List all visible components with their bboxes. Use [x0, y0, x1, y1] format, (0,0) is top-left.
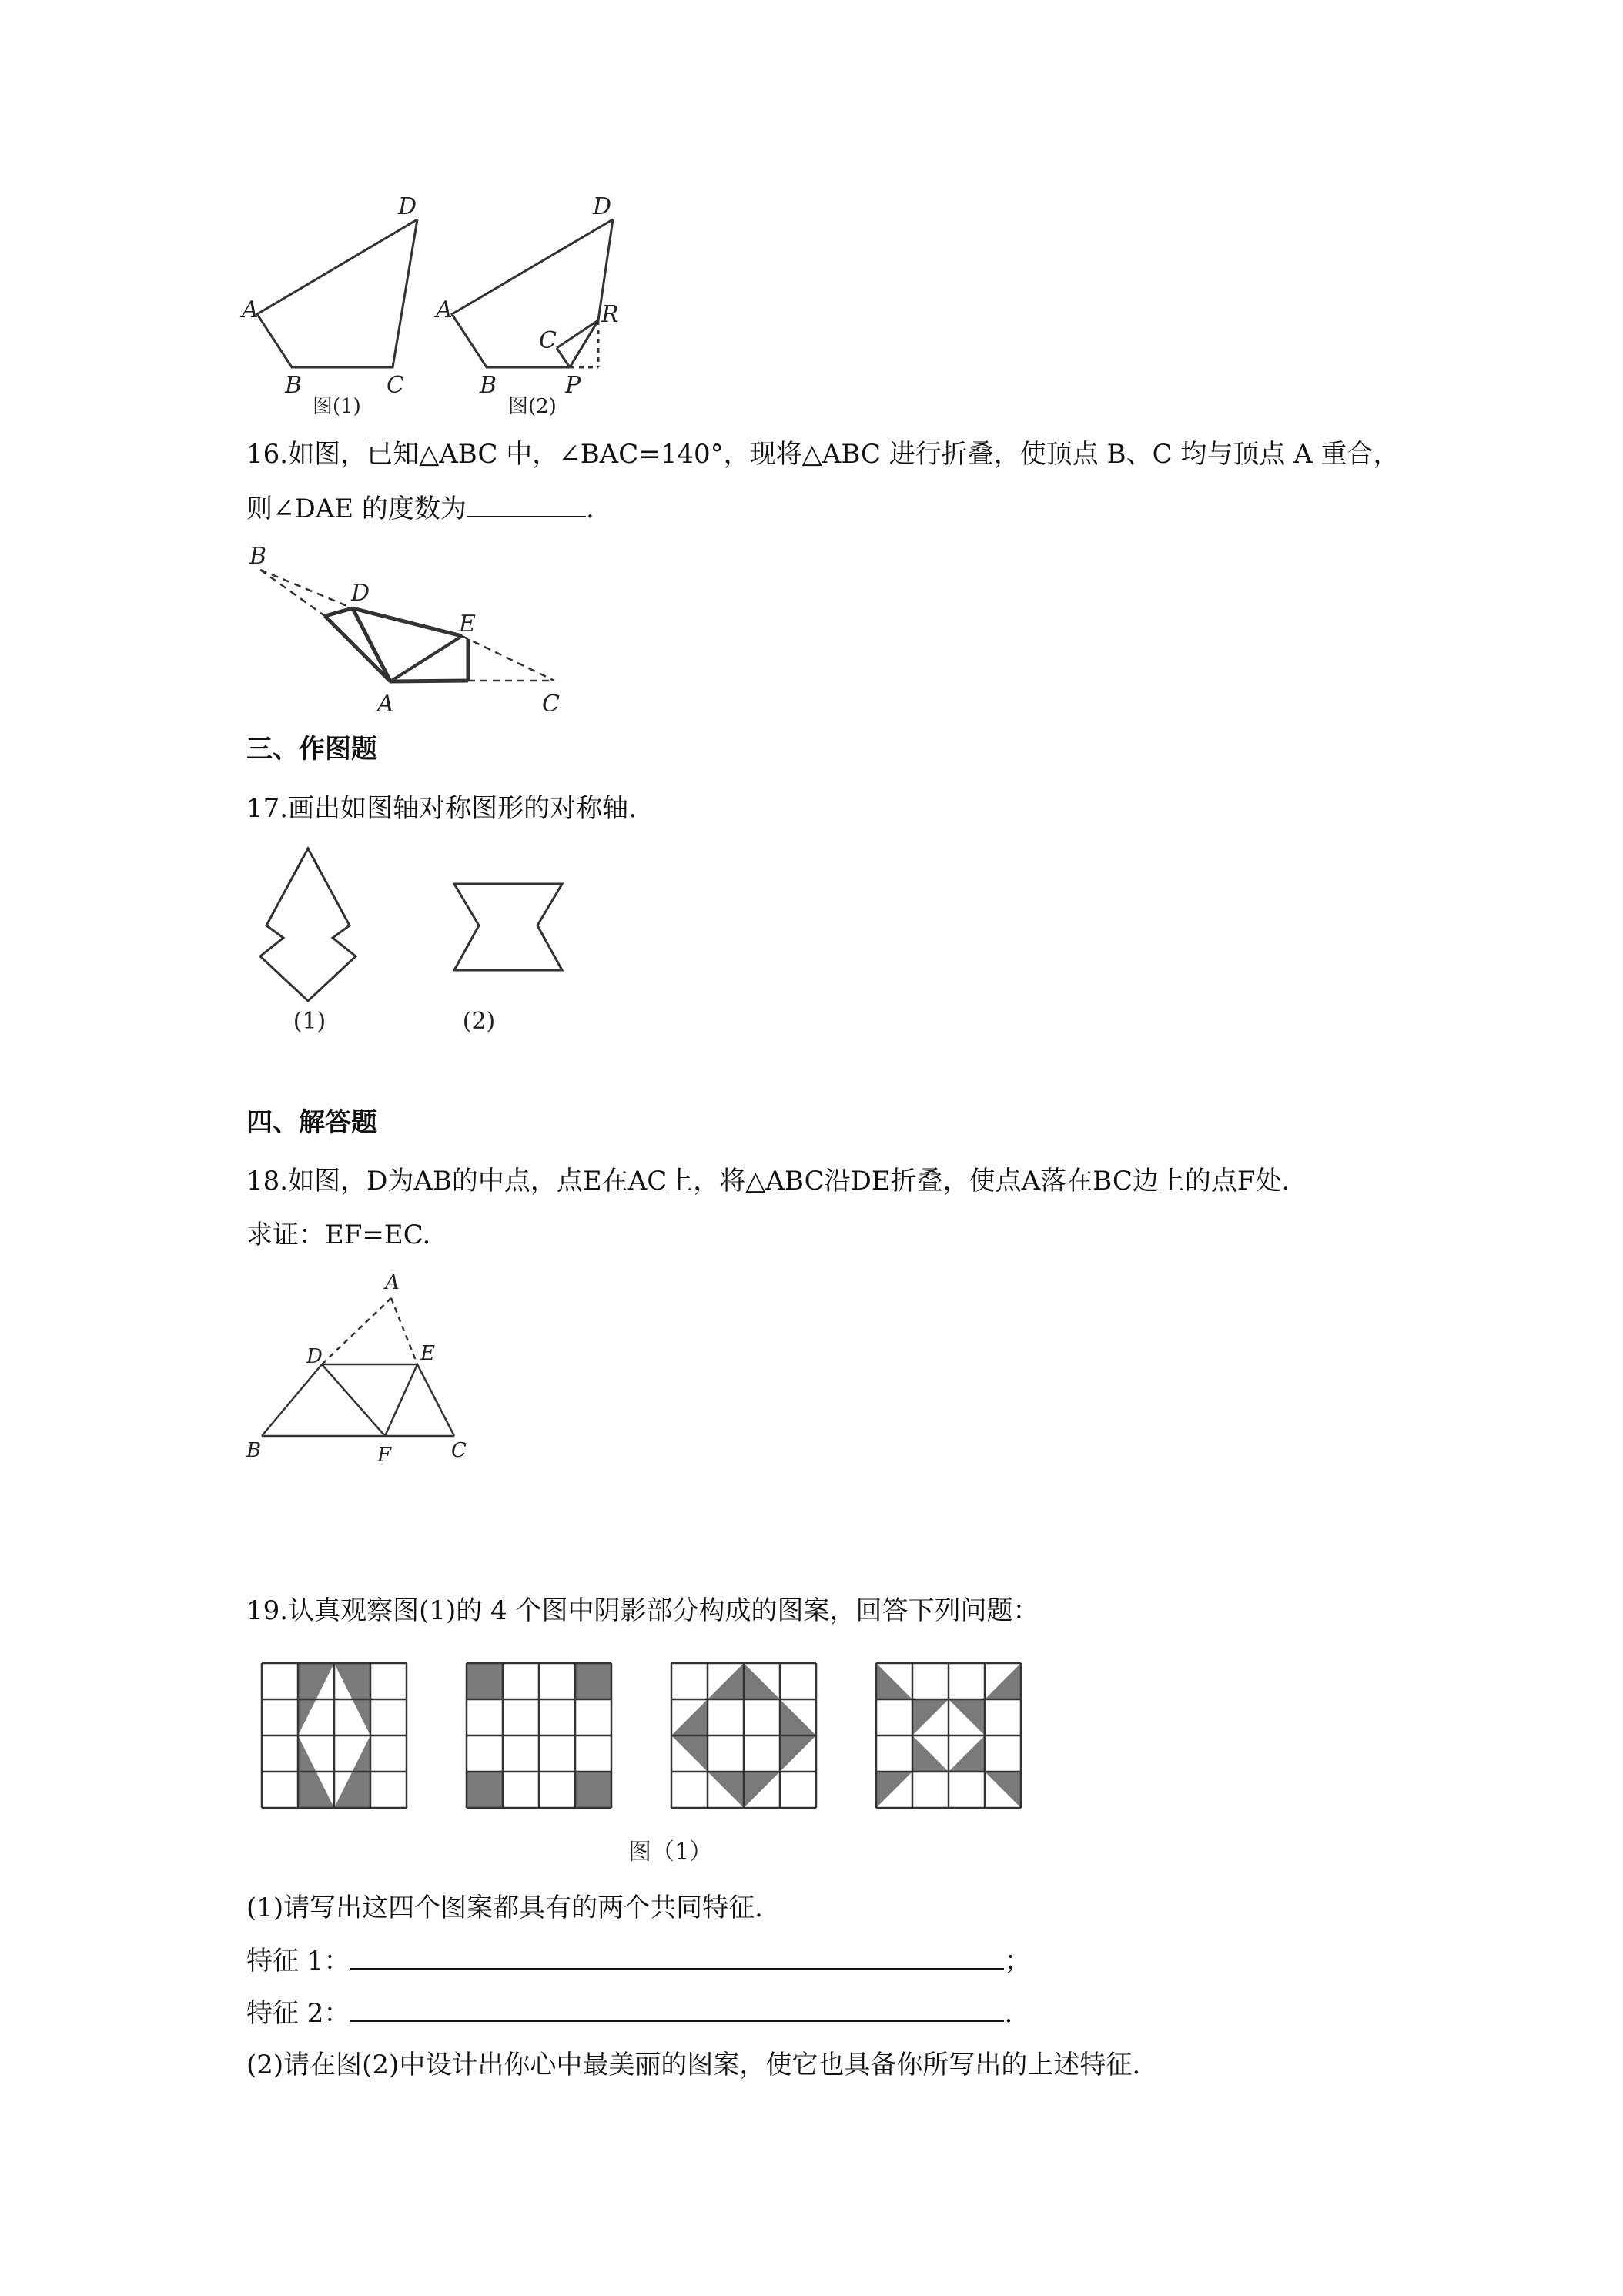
q18-label-d: D [306, 1345, 323, 1368]
q15-f1-label-c: C [387, 372, 404, 399]
q16-figure [239, 539, 577, 724]
q15-figure [239, 185, 624, 423]
q17-shape-1 [260, 848, 356, 1001]
seg-de [353, 608, 462, 636]
q15-f1-label-d: D [398, 193, 417, 220]
q17-figure [239, 839, 593, 1039]
q17-shape-2 [454, 884, 562, 970]
shade-g2-bl [467, 1772, 503, 1808]
q16-line2-suffix: . [585, 494, 594, 524]
seg-ae [390, 636, 462, 681]
section4-title: 四、解答题 [246, 1107, 377, 1138]
feature2-blank[interactable] [350, 1997, 1004, 2022]
feature2-label: 特征 2： [246, 1998, 350, 2029]
dash-bda [260, 570, 325, 616]
shade-g4-c-bl [912, 1735, 949, 1772]
shade-g4-c-br [949, 1735, 985, 1772]
q15-f2-label-r: R [601, 301, 619, 328]
dash-bd [260, 570, 353, 608]
q18-figure [239, 1263, 485, 1471]
section3-title: 三、作图题 [246, 734, 377, 765]
q16-label-a: A [377, 691, 394, 718]
shade-g4-c-tr [949, 1699, 985, 1735]
shade-g2-tl [467, 1663, 503, 1699]
q18-label-f: F [377, 1444, 392, 1467]
q18-dash-ae [391, 1298, 417, 1364]
q15-fig2 [452, 219, 613, 367]
q16-label-b: B [249, 543, 267, 570]
q16-line2-prefix: 则∠DAE 的度数为 [246, 494, 467, 524]
q16-answer-blank[interactable] [467, 493, 586, 517]
q16-line1: 16.如图，已知△ABC 中，∠BAC=140°，现将△ABC 进行折叠，使顶点 B、C 均与顶点 A 重合， [246, 439, 1400, 470]
quad-abcd-2 [452, 219, 613, 367]
feature1-label: 特征 1： [246, 1946, 350, 1976]
q18-label-a: A [385, 1271, 400, 1294]
q18-line2: 求证：EF=EC. [246, 1220, 431, 1250]
q19-part2: (2)请在图(2)中设计出你心中最美丽的图案，使它也具备你所写出的上述特征. [246, 2050, 1141, 2080]
q15-fig1 [257, 219, 417, 367]
shade-g4-bl [876, 1772, 912, 1808]
q15-f2-caption: 图(2) [508, 395, 557, 418]
q15-f2-label-d: D [593, 193, 612, 220]
q15-f1-label-b: B [285, 372, 303, 399]
feature1-end: ； [1004, 1946, 1031, 1976]
q18-seg-ef [385, 1364, 417, 1436]
q18-seg-df [322, 1364, 385, 1436]
shade-g2-br [575, 1772, 611, 1808]
q17-text: 17.画出如图轴对称图形的对称轴. [246, 793, 637, 824]
quad-abcd-1 [257, 219, 417, 367]
fold-pr [570, 320, 598, 367]
q16-label-e: E [459, 611, 476, 638]
fold-cr [557, 320, 598, 348]
shade-g4-tl [876, 1663, 912, 1699]
q15-f2-label-a: A [436, 296, 453, 323]
q16-label-d: D [351, 580, 370, 607]
feature2-end: . [1004, 1998, 1013, 2029]
q19-part1: (1)请写出这四个图案都具有的两个共同特征. [246, 1893, 763, 1923]
q19-feature1 [246, 1945, 1030, 1976]
q18-dash-ad [322, 1298, 391, 1364]
shade-g4-tr [985, 1663, 1021, 1699]
shade-g2-tr [575, 1663, 611, 1699]
q15-f2-label-b: B [480, 372, 497, 399]
q19-figure-caption: 图（1） [628, 1839, 713, 1866]
q18-label-b: B [246, 1439, 262, 1462]
seg-bfold-a [325, 616, 390, 681]
q15-f2-label-p: P [565, 372, 581, 399]
shade-g4-br [985, 1772, 1021, 1808]
seg-bfold [325, 608, 353, 616]
q18-label-e: E [420, 1342, 435, 1365]
q18-seg-ec [417, 1364, 454, 1436]
q16-label-c: C [542, 691, 560, 718]
q18-label-c: C [451, 1439, 467, 1462]
q19-figure [254, 1655, 1039, 1871]
q15-f1-caption: 图(1) [313, 395, 361, 418]
fold-cp [557, 348, 570, 367]
q15-f2-label-c: C [539, 327, 557, 354]
shade-g4-c-tl [912, 1699, 949, 1735]
q19-feature2 [246, 1997, 1012, 2029]
feature1-blank[interactable] [350, 1945, 1004, 1970]
q18-line1: 18.如图，D为AB的中点，点E在AC上，将△ABC沿DE折叠，使点A落在BC边上的点F处. [246, 1166, 1290, 1197]
seg-ad [353, 608, 390, 681]
q15-f1-label-a: A [242, 296, 259, 323]
q18-seg-bd [262, 1364, 322, 1436]
q16-line2 [246, 493, 594, 524]
q19-line1: 19.认真观察图(1)的 4 个图中阴影部分构成的图案，回答下列问题： [246, 1595, 1039, 1626]
q17-caption-1: (1) [293, 1008, 326, 1035]
q17-caption-2: (2) [462, 1008, 496, 1035]
dash-ec [462, 636, 554, 681]
